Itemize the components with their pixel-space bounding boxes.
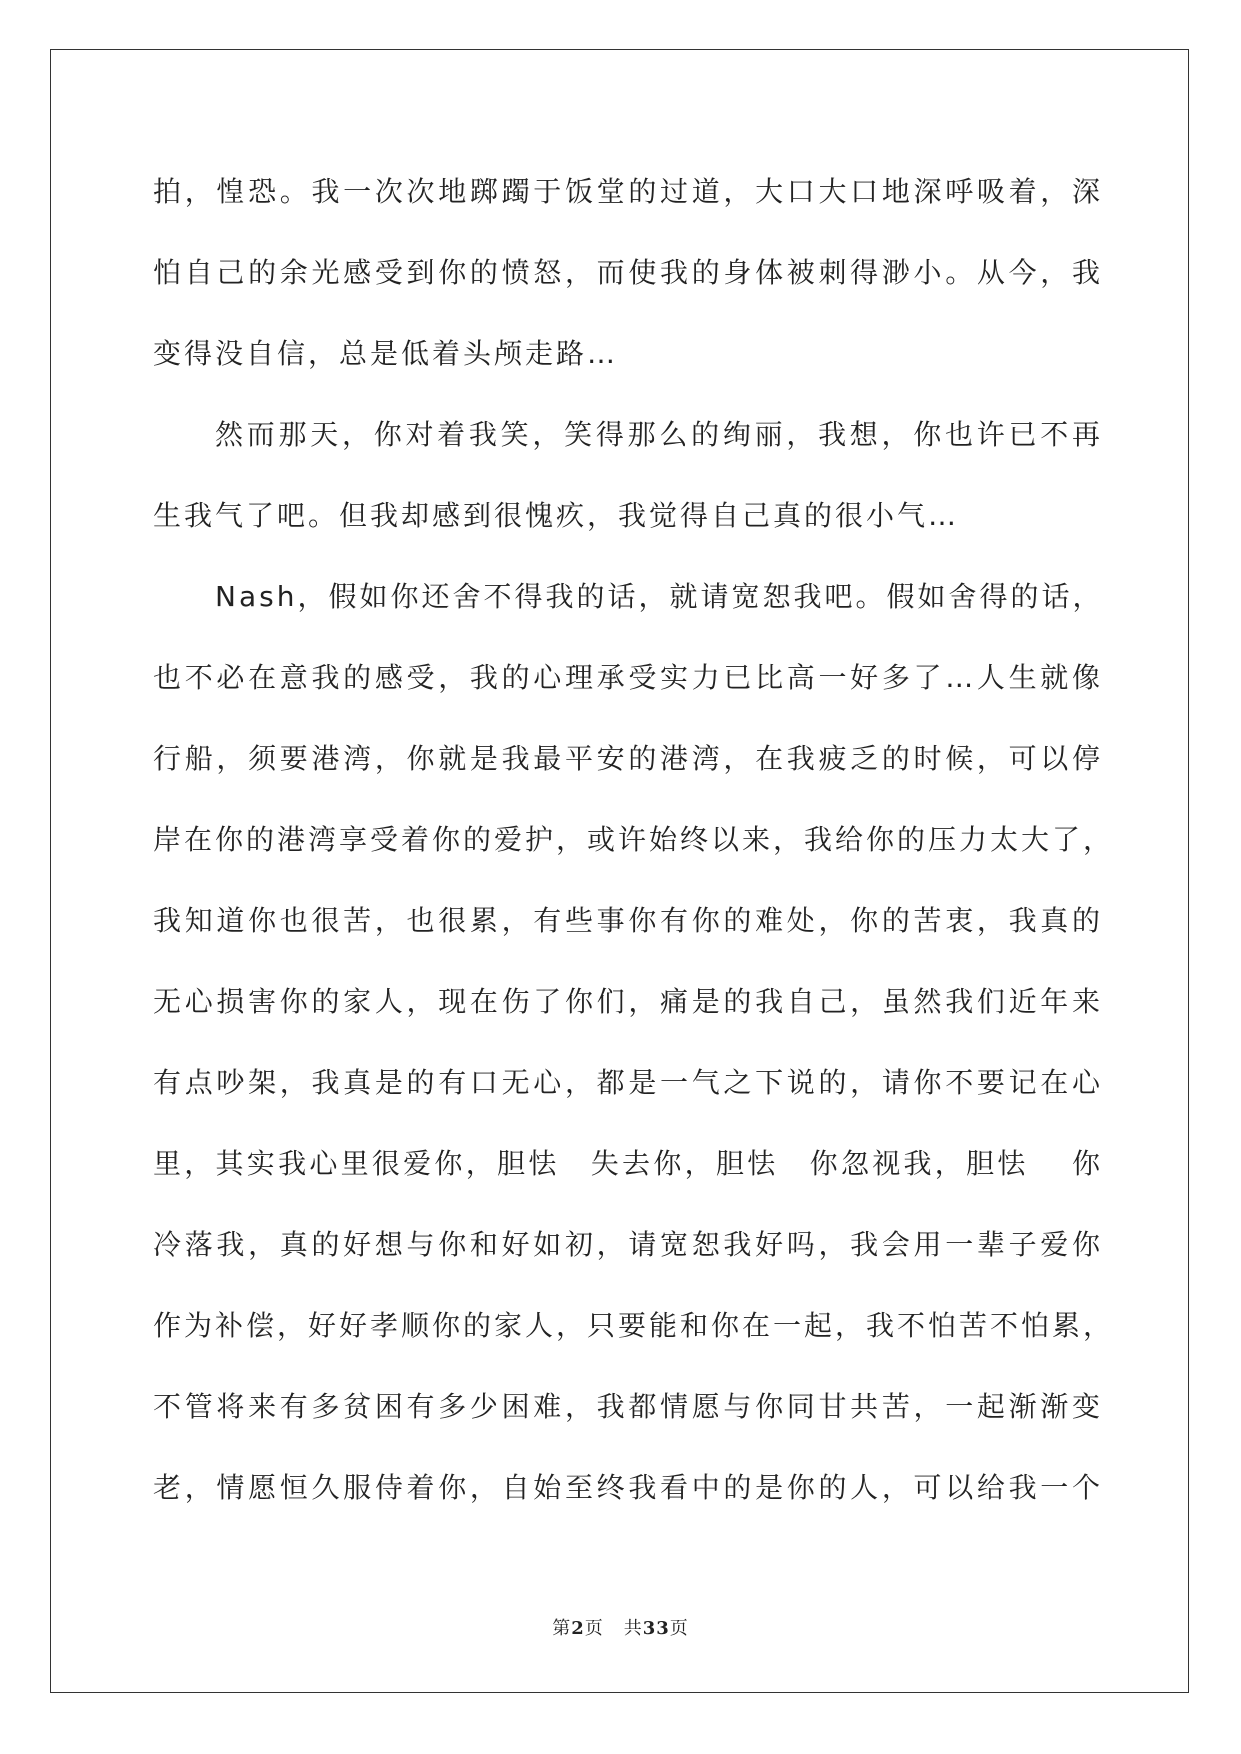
paragraph-first-line — [153, 405, 1103, 486]
line-text: 不管将来有多贫困有多少困难，我都情愿与你同甘共苦，一起渐渐变 — [153, 1390, 1103, 1423]
text-line — [153, 162, 1103, 243]
text-line — [153, 729, 1103, 810]
text-line — [153, 486, 1103, 567]
line-text: 生我气了吧。但我却感到很愧疚，我觉得自己真的很小气… — [153, 499, 960, 532]
line-text: 冷落我，真的好想与你和好如初，请宽恕我好吗，我会用一辈子爱你 — [153, 1228, 1103, 1261]
total-pages: 33 — [642, 1618, 670, 1639]
total-prefix: 共 — [623, 1618, 643, 1639]
text-line — [153, 972, 1103, 1053]
text-line — [153, 648, 1103, 729]
line-text: 怕自己的余光感受到你的愤怒，而使我的身体被刺得渺小。从今，我 — [153, 256, 1103, 289]
line-text: 无心损害你的家人，现在伤了你们，痛是的我自己，虽然我们近年来 — [153, 985, 1103, 1018]
line-text: 岸在你的港湾享受着你的爱护，或许始终以来，我给你的压力太大了， — [153, 823, 1115, 856]
text-line — [153, 1134, 1103, 1215]
line-text: 我知道你也很苦，也很累，有些事你有你的难处，你的苦衷，我真的 — [153, 904, 1103, 937]
text-line — [153, 324, 1103, 405]
line-text: 也不必在意我的感受，我的心理承受实力已比高一好多了…人生就像 — [153, 661, 1103, 694]
line-text: Nash，假如你还舍不得我的话，就请宽恕我吧。假如舍得的话， — [215, 580, 1104, 613]
line-text: 里，其实我心里很爱你，胆怯 失去你，胆怯 你忽视我，胆怯 你 — [153, 1147, 1103, 1180]
line-text: 老，情愿恒久服侍着你，自始至终我看中的是你的人，可以给我一个 — [153, 1471, 1103, 1504]
text-line — [153, 1053, 1103, 1134]
page-number: 2 — [571, 1618, 585, 1639]
line-text: 有点吵架，我真是的有口无心，都是一气之下说的，请你不要记在心 — [153, 1066, 1103, 1099]
line-text: 行船，须要港湾，你就是我最平安的港湾，在我疲乏的时候，可以停 — [153, 742, 1103, 775]
page-footer — [0, 1614, 1241, 1640]
page-prefix: 第 — [552, 1618, 572, 1639]
line-text: 然而那天，你对着我笑，笑得那么的绚丽，我想，你也许已不再 — [215, 418, 1103, 451]
text-line — [153, 1377, 1103, 1458]
text-line — [153, 1296, 1115, 1377]
text-line — [153, 1458, 1103, 1539]
line-text: 拍，惶恐。我一次次地踯躅于饭堂的过道，大口大口地深呼吸着，深 — [153, 175, 1103, 208]
line-text: 作为补偿，好好孝顺你的家人，只要能和你在一起，我不怕苦不怕累， — [153, 1309, 1115, 1342]
text-line — [153, 891, 1103, 972]
text-line — [153, 1215, 1103, 1296]
line-text: 变得没自信，总是低着头颅走路… — [153, 337, 619, 370]
page-unit: 页 — [584, 1618, 604, 1639]
text-line — [153, 810, 1115, 891]
document-body — [153, 162, 1115, 1539]
text-line — [153, 243, 1103, 324]
total-unit: 页 — [669, 1618, 689, 1639]
paragraph-first-line — [153, 567, 1103, 648]
